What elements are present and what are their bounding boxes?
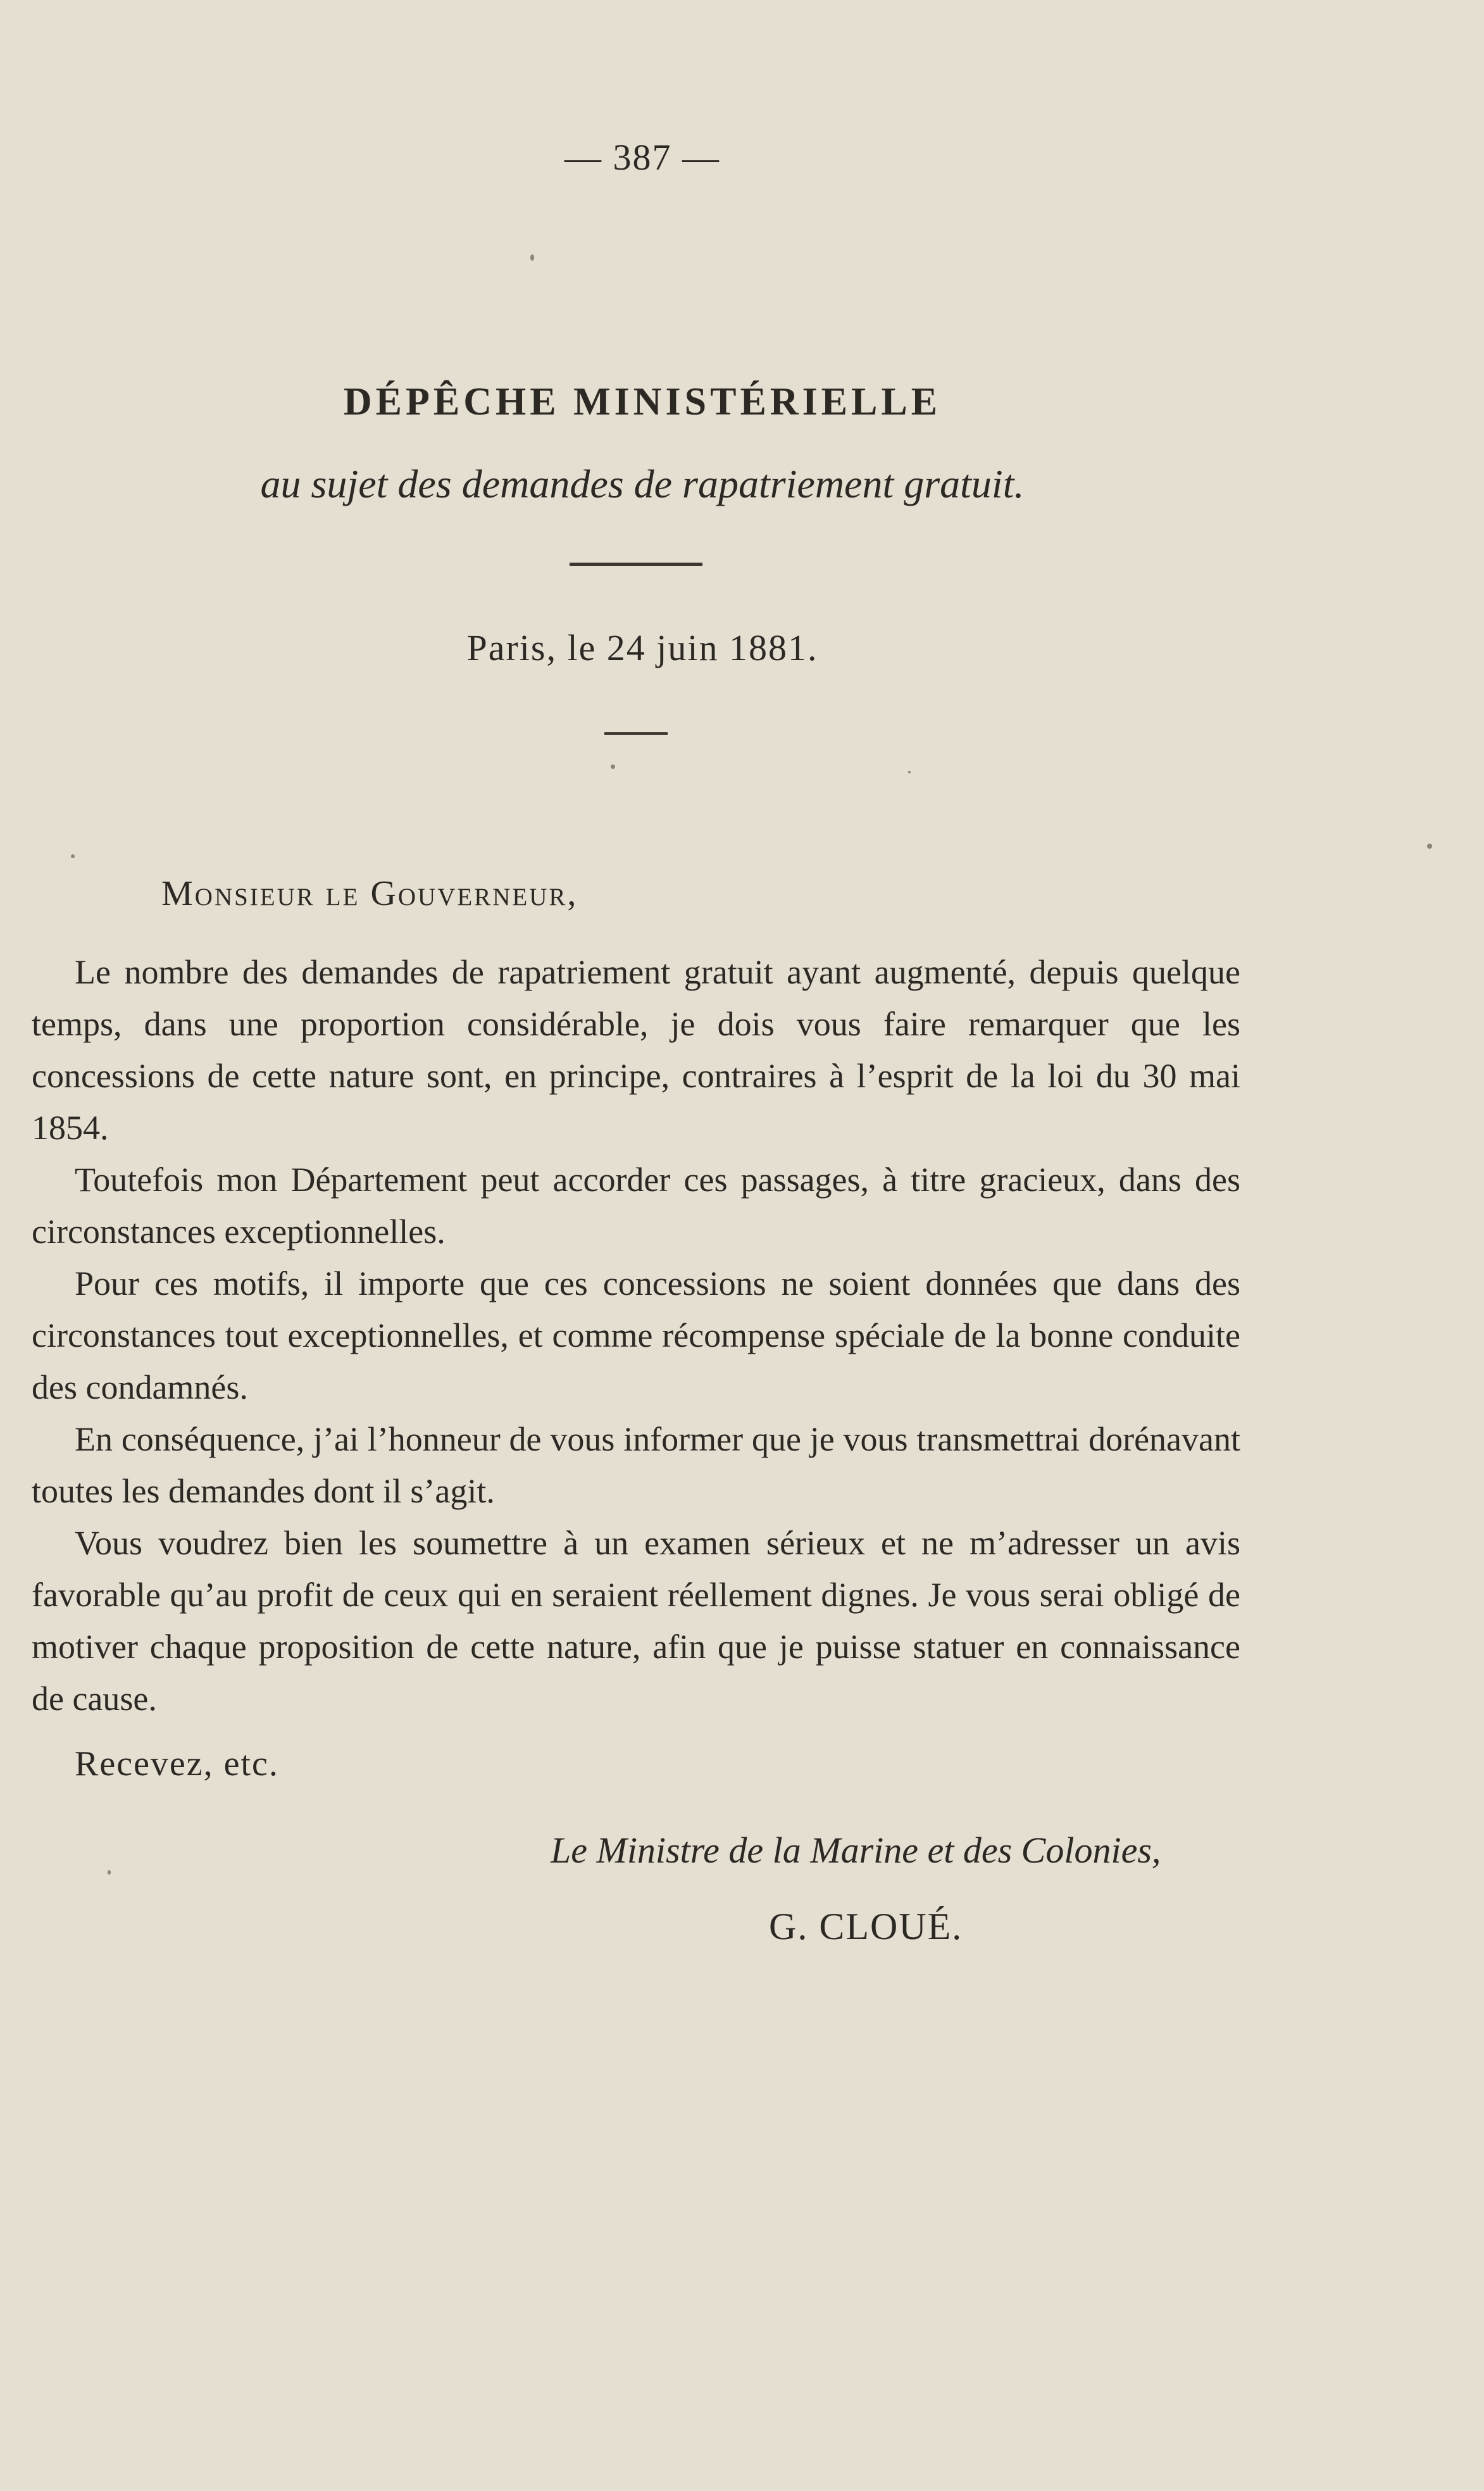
date-divider bbox=[604, 732, 668, 735]
closing: Recevez, etc. bbox=[75, 1744, 279, 1783]
paragraph: Toutefois mon Département peut accorder ces passages, à titre gracieux, dans des circonstances exceptionnelles. bbox=[32, 1161, 1240, 1251]
paper-speck bbox=[71, 854, 75, 858]
paper-speck bbox=[611, 765, 615, 769]
document-title: DÉPÊCHE MINISTÉRIELLE bbox=[343, 380, 942, 423]
page-number: — 387 — bbox=[564, 137, 720, 178]
title-divider bbox=[570, 563, 702, 566]
letter-body bbox=[32, 946, 1240, 1725]
paragraph: En conséquence, j’ai l’honneur de vous informer que je vous transmettrai dorénavant toutes les demandes dont il s’agit. bbox=[32, 1420, 1240, 1510]
salutation: Monsieur le Gouverneur, bbox=[161, 874, 578, 913]
paper-speck bbox=[108, 1870, 111, 1875]
paper-speck bbox=[530, 254, 534, 261]
paragraph: Le nombre des demandes de rapatriement gratuit ayant augmenté, depuis quelque temps, dans une proportion considérable, je dois vous faire remarquer que les concessions de cette nature sont, en principe, contraires à l’esprit de la loi du 30 mai 1854. bbox=[32, 953, 1240, 1147]
paper-speck bbox=[1427, 844, 1432, 849]
signature-name: G. CLOUÉ. bbox=[769, 1906, 963, 1947]
dateline: Paris, le 24 juin 1881. bbox=[466, 627, 818, 668]
paragraph: Pour ces motifs, il importe que ces concessions ne soient données que dans des circonstances tout exceptionnelles, et comme récompense spéciale de la bonne conduite des condamnés. bbox=[32, 1264, 1240, 1406]
document-subtitle: au sujet des demandes de rapatriement gratuit. bbox=[260, 461, 1025, 506]
paper-speck bbox=[908, 771, 911, 773]
signature-title: Le Ministre de la Marine et des Colonies, bbox=[551, 1830, 1161, 1871]
paragraph: Vous voudrez bien les soumettre à un examen sérieux et ne m’adresser un avis favorable qu’au profit de ceux qui en seraient réellement dignes. Je vous serai obligé de motiver chaque proposition de cette nature, afin que je puisse statuer en connaissance de cause. bbox=[32, 1524, 1240, 1718]
